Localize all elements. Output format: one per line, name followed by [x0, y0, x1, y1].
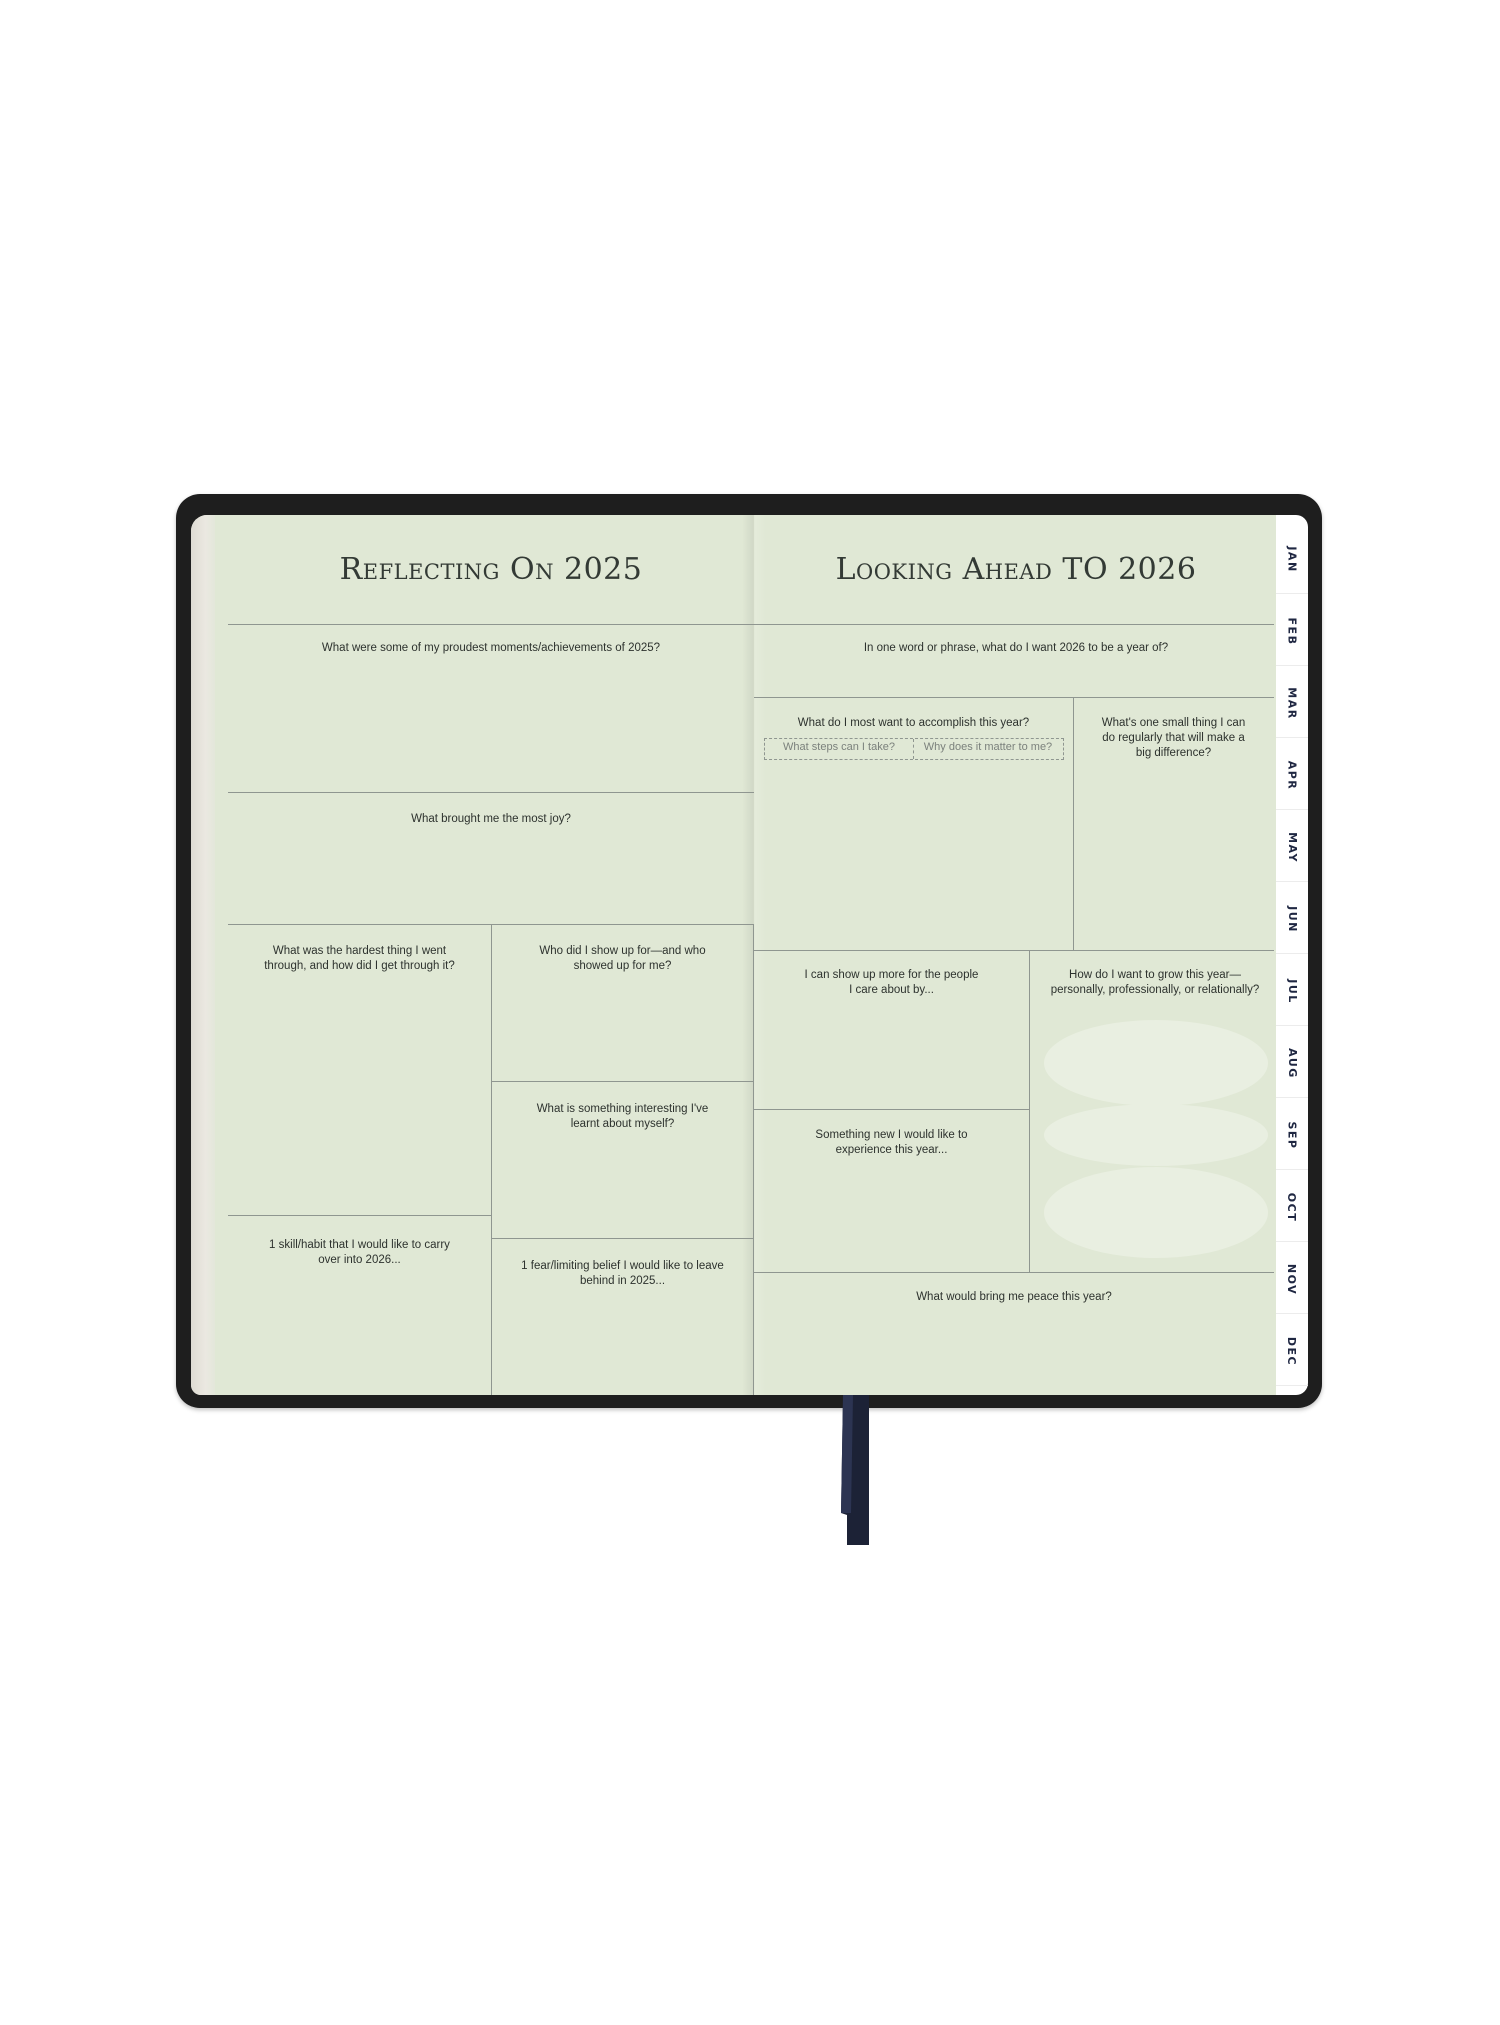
divider-line — [754, 624, 1274, 625]
bookmark-ribbon — [839, 1395, 875, 1545]
prompt-small-thing — [1073, 716, 1274, 761]
tab-label: JAN — [1285, 545, 1299, 573]
prompt-skill-habit — [228, 1238, 491, 1268]
left-page-title: Reflecting On 2025 — [339, 552, 643, 587]
decorative-oval — [1044, 1020, 1268, 1106]
tab-jul[interactable] — [1276, 957, 1308, 1026]
prompt-text: What do I most want to accomplish this year? — [797, 717, 1030, 729]
prompt-text: through, and how did I get through it? — [264, 960, 455, 972]
prompt-text: I care about by... — [849, 984, 934, 996]
prompt-text: What's one small thing I can — [1101, 717, 1246, 729]
prompt-text: experience this year... — [835, 1144, 948, 1156]
prompt-accomplish — [754, 716, 1073, 731]
prompt-text: do regularly that will make a — [1102, 732, 1245, 744]
prompt-text: What would bring me peace this year? — [916, 1291, 1112, 1303]
prompt-peace — [754, 1290, 1274, 1305]
sub-prompt-steps: What steps can I take? — [783, 741, 895, 753]
tab-nov[interactable] — [1276, 1245, 1308, 1314]
prompt-text: What were some of my proudest moments/achievements of 2025? — [321, 642, 661, 654]
tab-may[interactable] — [1276, 813, 1308, 882]
prompt-something-new — [754, 1128, 1029, 1158]
prompt-text: personally, professionally, or relationally? — [1050, 984, 1260, 996]
tab-oct[interactable] — [1276, 1173, 1308, 1242]
decorative-oval — [1044, 1104, 1268, 1166]
tab-label: FEB — [1285, 617, 1299, 645]
prompt-grow — [1029, 968, 1281, 998]
decorative-oval — [1044, 1167, 1268, 1258]
tab-jun[interactable] — [1276, 885, 1308, 954]
prompt-text: What brought me the most joy? — [411, 813, 571, 825]
divider-line — [228, 1215, 491, 1216]
divider-line — [491, 1081, 754, 1082]
prompt-text: In one word or phrase, what do I want 2026 to be a year of? — [863, 642, 1169, 654]
prompt-fear-belief — [491, 1259, 754, 1289]
tab-label: OCT — [1285, 1192, 1299, 1222]
prompt-text: How do I want to grow this year— — [1069, 969, 1241, 981]
tab-label: DEC — [1285, 1336, 1299, 1366]
tab-label: SEP — [1285, 1121, 1299, 1149]
prompt-text: learnt about myself? — [570, 1118, 675, 1130]
tab-label: AUG — [1285, 1047, 1299, 1079]
prompt-text: showed up for me? — [573, 960, 672, 972]
prompt-text: I can show up more for the people — [804, 969, 979, 981]
divider-line — [491, 1238, 754, 1239]
prompt-proudest-moments — [228, 641, 754, 656]
prompt-text: behind in 2025... — [579, 1275, 666, 1287]
prompt-one-word — [758, 641, 1274, 656]
tab-mar[interactable] — [1276, 669, 1308, 738]
tab-feb[interactable] — [1276, 597, 1308, 666]
month-tabs — [1276, 515, 1308, 1395]
tab-dec[interactable] — [1276, 1317, 1308, 1386]
prompt-learnt-about-myself — [491, 1102, 754, 1132]
sub-prompt-why: Why does it matter to me? — [923, 741, 1053, 753]
prompt-text: What was the hardest thing I went — [272, 945, 447, 957]
prompt-text: What is something interesting I've — [536, 1103, 709, 1115]
tab-label: MAY — [1285, 831, 1299, 863]
tab-label: APR — [1285, 760, 1299, 790]
prompt-text: 1 fear/limiting belief I would like to leave — [521, 1260, 724, 1272]
prompt-text: Who did I show up for—and who — [539, 945, 706, 957]
tab-label: MAR — [1285, 686, 1299, 720]
prompt-show-up-more — [754, 968, 1029, 998]
prompt-text: 1 skill/habit that I would like to carry — [269, 1239, 450, 1251]
right-page-title: Looking Ahead TO 2026 — [835, 552, 1197, 587]
page-edges — [191, 515, 215, 1395]
divider-line — [754, 950, 1274, 951]
prompt-showed-up — [491, 944, 754, 974]
prompt-most-joy — [228, 812, 754, 827]
prompt-text: over into 2026... — [318, 1254, 401, 1266]
divider-line — [754, 697, 1274, 698]
prompt-hardest-thing — [228, 944, 491, 974]
divider-line — [228, 792, 754, 793]
tab-apr[interactable] — [1276, 741, 1308, 810]
divider-line — [754, 1272, 1274, 1273]
divider-line — [1029, 950, 1030, 1272]
tab-label: NOV — [1285, 1263, 1299, 1295]
divider-line — [491, 924, 492, 1395]
tab-aug[interactable] — [1276, 1029, 1308, 1098]
divider-line — [754, 1109, 1029, 1110]
tab-jan[interactable] — [1276, 525, 1308, 594]
tab-label: JUL — [1285, 978, 1299, 1004]
divider-line — [228, 624, 754, 625]
accomplish-sub-prompts — [764, 738, 1064, 760]
prompt-text: Something new I would like to — [815, 1129, 968, 1141]
tab-label: JUN — [1285, 905, 1299, 933]
prompt-text: big difference? — [1135, 747, 1212, 759]
tab-sep[interactable] — [1276, 1101, 1308, 1170]
